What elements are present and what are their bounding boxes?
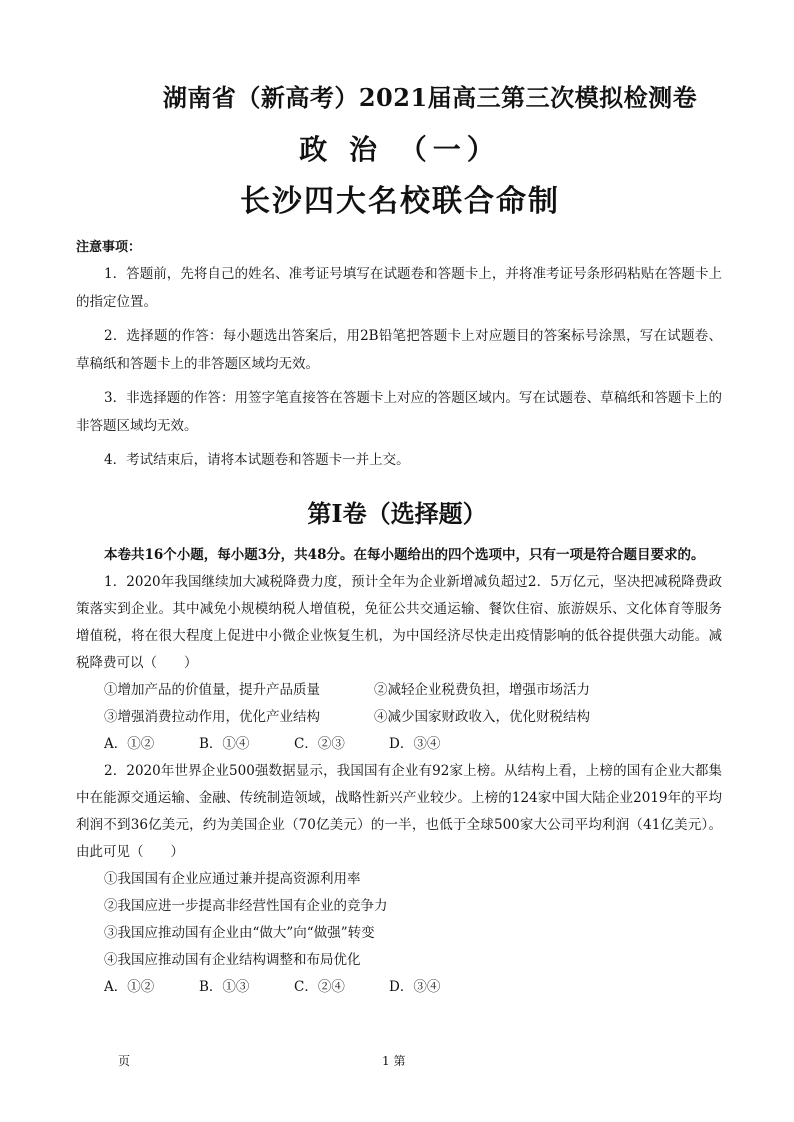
- footer-page-label: 页: [118, 1054, 131, 1068]
- choice-d: D．③④: [389, 736, 441, 752]
- notice-item: 2．选择题的作答：每小题选出答案后，用2B铅笔把答题卡上对应题目的答案标号涂黑，写在试题卷、草稿纸和答题卡上的非答题区域均无效。: [76, 328, 722, 372]
- choice-b: B．①④: [199, 736, 250, 752]
- section-instruction: 本卷共16个小题，每小题3分，共48分。在每小题给出的四个选项中，只有一项是符合题目要求的。: [104, 547, 705, 563]
- option-row: [76, 677, 722, 704]
- choice-a: A．①②: [104, 736, 155, 752]
- choice-row: [76, 974, 722, 1001]
- notice-item: 3．非选择题的作答：用签字笔直接答在答题卡上对应的答题区域内。写在试题卷、草稿纸和答题卡上的非答题区域均无效。: [76, 390, 722, 434]
- option-item: ③增强消费拉动作用，优化产业结构: [104, 709, 320, 725]
- option-item: ①我国国有企业应通过兼并提高资源利用率: [104, 871, 361, 887]
- option-item: ④减少国家财政收入，优化财税结构: [374, 709, 590, 725]
- choice-c: C．②③: [294, 736, 345, 752]
- notice-list: [76, 260, 722, 480]
- question-stem: 2．2020年世界企业500强数据显示，我国国有企业有92家上榜。从结构上看，上榜的国有企业大都集中在能源交通运输、金融、传统制造领域，战略性新兴产业较少。上榜的124家中国大陆企业2019年的平均利润不到36亿美元，约为美国企业（70亿美元）的一半，也低于全球500家大公司平均利润（41亿美元）。由此可见（ ）: [76, 763, 722, 860]
- exam-title: 湖南省（新高考）2021届高三第三次模拟检测卷: [162, 83, 698, 112]
- notice-item: 1．答题前，先将自己的姓名、准考证号填写在试题卷和答题卡上，并将准考证号条形码粘贴在答题卡上的指定位置。: [76, 266, 722, 310]
- notice-item: 4．考试结束后，请将本试题卷和答题卡一并上交。: [104, 452, 410, 468]
- section-title: 第Ⅰ卷（选择题）: [307, 499, 487, 528]
- school-title: 长沙四大名校联合命制: [240, 184, 560, 219]
- footer-page-number: 1 第: [382, 1054, 406, 1068]
- questions-area: [76, 542, 722, 1001]
- option-item: ①增加产品的价值量，提升产品质量: [104, 682, 320, 698]
- choice-d: D．③④: [389, 979, 441, 995]
- option-item: ②减轻企业税费负担，增强市场活力: [374, 682, 590, 698]
- question-stem: 1．2020年我国继续加大减税降费力度，预计全年为企业新增减负超过2．5万亿元，坚决把减税降费政策落实到企业。其中减免小规模纳税人增值税，免征公共交通运输、餐饮住宿、旅游娱乐、文化体育等服务增值税，将在很大程度上促进中小微企业恢复生机，为中国经济尽快走出疫情影响的低谷提供强大动能。减税降费可以（ ）: [76, 574, 722, 671]
- choice-a: A．①②: [104, 979, 155, 995]
- notice-heading: 注意事项：: [76, 240, 142, 255]
- choice-row: [76, 731, 722, 758]
- choice-b: B．①③: [199, 979, 250, 995]
- subject-title: 政 治 （一）: [299, 133, 501, 166]
- option-item: ③我国应推动国有企业由“做大”向“做强”转变: [104, 925, 375, 941]
- option-item: ④我国应推动国有企业结构调整和布局优化: [104, 952, 361, 968]
- choice-c: C．②④: [294, 979, 345, 995]
- option-item: ②我国应进一步提高非经营性国有企业的竞争力: [104, 898, 388, 914]
- option-row: [76, 704, 722, 731]
